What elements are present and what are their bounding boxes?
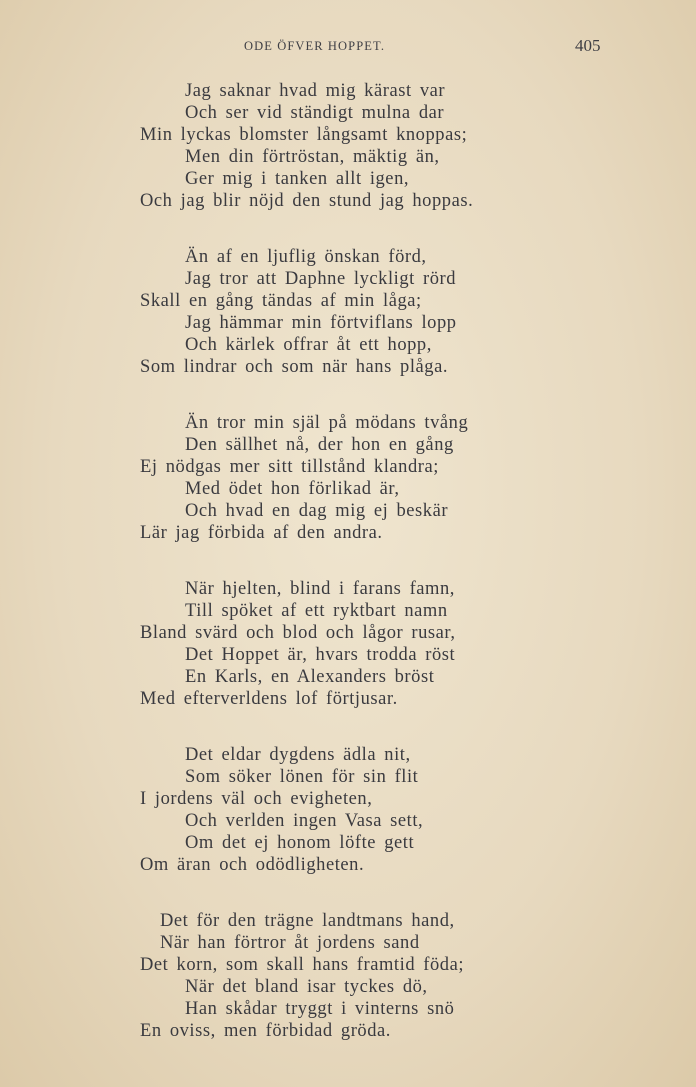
poem-line: Jag saknar hvad mig kärast var	[185, 81, 446, 101]
poem-line: Och hvad en dag mig ej beskär	[185, 501, 449, 521]
poem-line: Bland svärd och blod och lågor rusar,	[140, 623, 456, 643]
stanza-2	[0, 246, 696, 378]
poem-line: Det Hoppet är, hvars trodda röst	[185, 645, 456, 665]
poem-line: Och jag blir nöjd den stund jag hoppas.	[140, 191, 474, 211]
poem-line: Om det ej honom löfte gett	[185, 833, 415, 853]
poem-line: Men din förtröstan, mäktig än,	[185, 147, 440, 167]
poem-line: Min lyckas blomster långsamt knoppas;	[140, 125, 468, 145]
poem-line: Det korn, som skall hans framtid föda;	[140, 955, 465, 975]
stanza-1	[0, 80, 696, 212]
stanza-6	[0, 910, 696, 1042]
poem-line: Som lindrar och som när hans plåga.	[140, 357, 449, 377]
poem-line: Till spöket af ett ryktbart namn	[185, 601, 448, 621]
poem-line: Och ser vid ständigt mulna dar	[185, 103, 445, 123]
poem-line: Med efterverldens lof förtjusar.	[140, 689, 398, 709]
poem-line: Än af en ljuflig önskan förd,	[185, 247, 427, 267]
poem-line: Jag tror att Daphne lyckligt rörd	[185, 269, 457, 289]
stanza-4	[0, 578, 696, 710]
poem	[0, 80, 696, 1076]
poem-line: Och kärlek offrar åt ett hopp,	[185, 335, 432, 355]
poem-line: När hjelten, blind i farans famn,	[185, 579, 455, 599]
poem-line: En Karls, en Alexanders bröst	[185, 667, 435, 687]
poem-line: Det eldar dygdens ädla nit,	[185, 745, 411, 765]
page-header	[0, 36, 696, 59]
poem-line: Skall en gång tändas af min låga;	[140, 291, 422, 311]
poem-line: Den sällhet nå, der hon en gång	[185, 435, 454, 455]
poem-line: När han förtror åt jordens sand	[160, 933, 420, 953]
poem-line: Jag hämmar min förtviflans lopp	[185, 313, 457, 333]
poem-line: Med ödet hon förlikad är,	[185, 479, 400, 499]
running-title: ODE ÖFVER HOPPET.	[244, 39, 386, 53]
poem-line: Än tror min själ på mödans tvång	[185, 413, 469, 433]
page-number: 405	[575, 36, 601, 55]
poem-line: Ger mig i tanken allt igen,	[185, 169, 410, 189]
poem-line: När det bland isar tyckes dö,	[185, 977, 428, 997]
poem-line: Lär jag förbida af den andra.	[140, 523, 383, 543]
poem-line: Som söker lönen för sin flit	[185, 767, 419, 787]
poem-line: Om äran och odödligheten.	[140, 855, 365, 875]
stanza-5	[0, 744, 696, 876]
poem-line: I jordens väl och evigheten,	[140, 789, 373, 809]
stanza-3	[0, 412, 696, 544]
poem-line: Det för den trägne landtmans hand,	[160, 911, 455, 931]
poem-line: Ej nödgas mer sitt tillstånd klandra;	[140, 457, 439, 477]
poem-line: En oviss, men förbidad gröda.	[140, 1021, 391, 1041]
poem-line: Och verlden ingen Vasa sett,	[185, 811, 424, 831]
poem-line: Han skådar tryggt i vinterns snö	[185, 999, 455, 1019]
